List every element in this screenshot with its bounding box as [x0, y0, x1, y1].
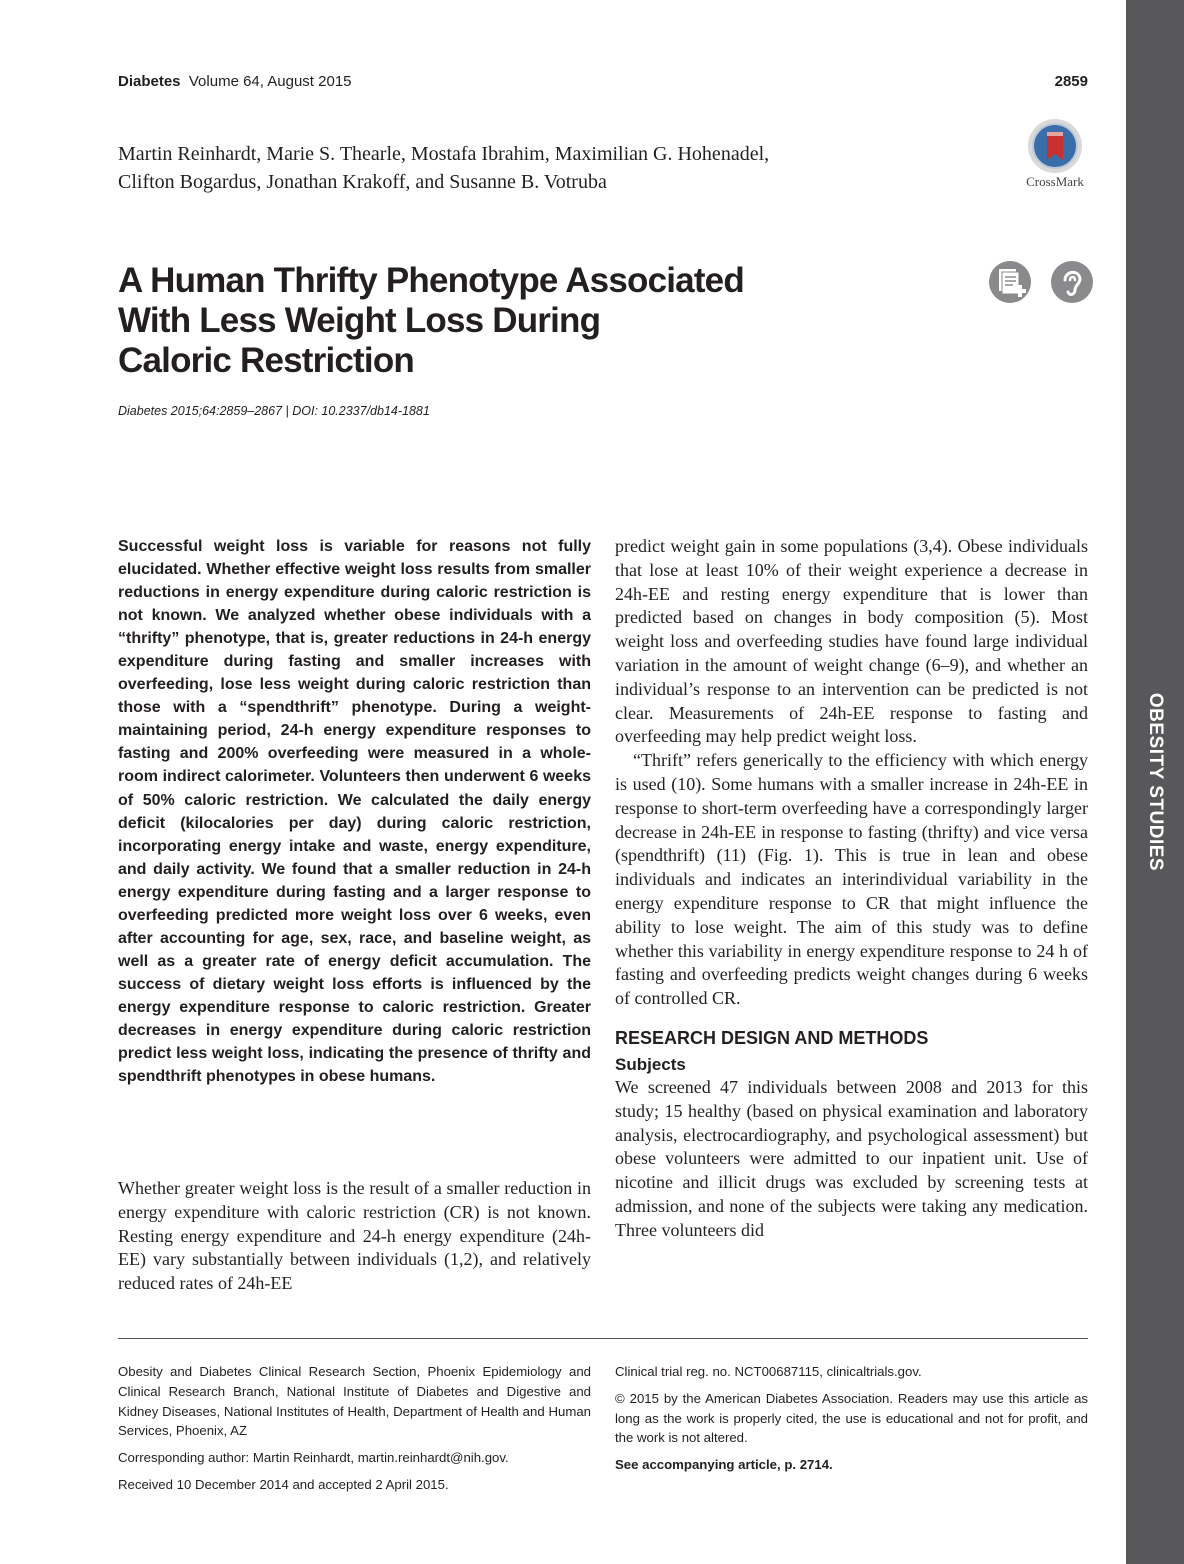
subsection-heading: Subjects — [615, 1054, 686, 1074]
affiliation-note: Obesity and Diabetes Clinical Research Section, Phoenix Epidemiology and Clinical Research Branch, National Institute of Diabetes and Digestive and Kidney Diseases, National Institutes of Health, Department of Health and Human Services, Phoenix, AZ — [118, 1364, 591, 1439]
body-paragraph: We screened 47 individuals between 2008 and 2013 for this study; 15 healthy (based on physical examination and laboratory analysis, electrocardiography, and psychological assessment) but obese volunteers were admitted to our inpatient unit. Use of nicotine and illicit drugs was excluded by screening tests at admission, and none of the subjects were taking any medication. Three volunteers did — [615, 1076, 1088, 1240]
trial-registration-note: Clinical trial reg. no. NCT00687115, clinicaltrials.gov. — [615, 1364, 922, 1379]
title-line: Caloric Restriction — [118, 341, 414, 380]
journal-issue: Volume 64, August 2015 — [188, 73, 352, 90]
article-title — [118, 261, 898, 381]
abstract: Successful weight loss is variable for reasons not fully elucidated. Whether effective weight loss results from smaller reductions in energy expenditure during caloric restriction is not known. We analyzed whether obese individuals with a “thrifty” phenotype, that is, greater reductions in 24-h energy expenditure during fasting and smaller increases with overfeeding, lose less weight during caloric restriction than those with a “spendthrift” phenotype. During a weight-maintaining period, 24-h energy expenditure responses to fasting and 200% overfeeding were measured in a whole-room indirect calorimeter. Volunteers then underwent 6 weeks of 50% caloric restriction. We calculated the daily energy deficit (kilocalories per day) during caloric restriction, incorporating energy intake and waste, energy expenditure, and daily activity. We found that a smaller reduction in 24-h energy expenditure during fasting and a larger response to overfeeding predicted more weight loss over 6 weeks, even after accounting for age, sex, race, and baseline weight, as well as a greater rate of energy deficit accumulation. The success of dietary weight loss efforts is influenced by the energy expenditure response to caloric restriction. Greater decreases in energy expenditure during caloric restriction predict less weight loss, indicating the presence of thrifty and spendthrift phenotypes in obese humans. — [118, 538, 591, 1086]
section-heading: RESEARCH DESIGN AND METHODS — [615, 1027, 929, 1048]
citation-line: Diabetes 2015;64:2859–2867 | DOI: 10.2337/db14-1881 — [118, 404, 430, 418]
article-extras — [988, 260, 1108, 309]
title-line: With Less Weight Loss During — [118, 301, 601, 340]
body-paragraph: predict weight gain in some populations (3,4). Obese individuals that lose at least 10% of their weight experience a decrease in 24h-EE and resting energy expenditure that is lower than predicted based on changes in body composition (5). Most weight loss and overfeeding studies have found large individual variation in the amount of weight change (6–9), and whether an individual’s response to an intervention can be predicted is not clear. Measurements of 24h-EE response to fasting and overfeeding may help predict weight loss. — [615, 536, 1088, 747]
corresponding-author-note: Corresponding author: Martin Reinhardt, martin.reinhardt@nih.gov. — [118, 1450, 509, 1466]
see-also-link[interactable]: See accompanying article, p. 2714. — [615, 1457, 833, 1473]
running-head — [118, 73, 352, 90]
crossmark-badge[interactable] — [1020, 118, 1090, 190]
received-note: Received 10 December 2014 and accepted 2 April 2015. — [118, 1476, 449, 1492]
footnotes-left — [118, 1362, 591, 1502]
podcast-ear-icon[interactable] — [1050, 260, 1094, 309]
introduction-paragraph: Whether greater weight loss is the result of a smaller reduction in energy expenditure with caloric restriction (CR) is not known. Resting energy expenditure and 24-h energy expenditure (24h-EE) vary substantially between individuals (1,2), and relatively reduced rates of 24h-EE — [118, 1178, 591, 1294]
page-number: 2859 — [1054, 73, 1088, 90]
footnote-divider — [118, 1338, 1088, 1339]
author-line: Martin Reinhardt, Marie S. Thearle, Mostafa Ibrahim, Maximilian G. Hohenadel, — [118, 143, 770, 165]
journal-name: Diabetes — [118, 73, 181, 90]
crossmark-icon — [1027, 118, 1083, 174]
crossmark-label: CrossMark — [1026, 174, 1084, 189]
body-paragraph: “Thrift” refers generically to the efficiency with which energy is used (10). Some humans with a smaller increase in 24h-EE in response to short-term overfeeding have a correspondingly larger decrease in 24h-EE in response to fasting (thrifty) and vice versa (spendthrift) (11) (Fig. 1). This is true in lean and obese individuals and indicates an interindividual variability in the energy expenditure response to CR that might influence the ability to lose weight. The aim of this study was to define whether this variability in energy expenditure response to 24 h of fasting and overfeeding predicts weight changes during 6 weeks of controlled CR. — [615, 750, 1088, 1009]
author-line: Clifton Bogardus, Jonathan Krakoff, and Susanne B. Votruba — [118, 171, 607, 193]
supplementary-data-icon[interactable] — [988, 260, 1032, 309]
footnotes-right — [615, 1362, 1088, 1482]
author-list — [118, 140, 938, 196]
copyright-note: © 2015 by the American Diabetes Association. Readers may use this article as long as the work is properly cited, the use is educational and not for profit, and the work is not altered. — [615, 1390, 1088, 1446]
right-column — [615, 535, 1088, 1243]
section-label: OBESITY STUDIES — [1145, 692, 1166, 872]
title-line: A Human Thrifty Phenotype Associated — [118, 261, 744, 300]
